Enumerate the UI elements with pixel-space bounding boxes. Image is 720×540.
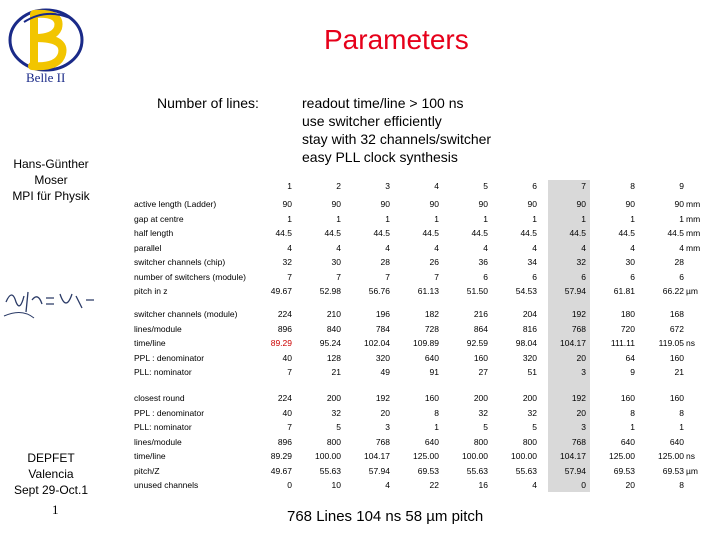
column-number: 5 <box>483 181 488 191</box>
table-cell: 320 <box>522 352 537 363</box>
table-cell: 51.50 <box>466 286 488 296</box>
table-cell: 896 <box>277 323 292 334</box>
table-cell: 104.17 <box>364 451 390 461</box>
row-label: parallel <box>134 242 162 253</box>
column-number: 3 <box>385 181 390 191</box>
row-label: unused channels <box>134 480 199 490</box>
table-cell: 160 <box>473 352 488 363</box>
table-cell: 168 <box>669 309 684 319</box>
table-cell: 1 <box>630 422 635 432</box>
table-cell: 204 <box>522 309 537 319</box>
table-cell: 90 <box>380 199 390 209</box>
table-cell: 640 <box>424 436 439 447</box>
table-cell: 32 <box>282 257 292 267</box>
table-cell: 20 <box>576 407 586 418</box>
table-cell: 20 <box>576 352 586 363</box>
table-cell: 36 <box>478 257 488 267</box>
table-cell: 800 <box>473 436 488 447</box>
row-unit: mm <box>686 242 701 253</box>
row-label: PPL : denominator <box>134 352 205 363</box>
table-cell: 0 <box>287 480 292 490</box>
row-label: half length <box>134 228 174 238</box>
table-cell: 44.5 <box>667 228 684 238</box>
table-cell: 784 <box>375 323 390 334</box>
table-cell: 125.00 <box>609 451 635 461</box>
table-cell: 104.17 <box>560 451 586 461</box>
table-cell: 160 <box>424 393 439 403</box>
table-cell: 28 <box>674 257 684 267</box>
row-label: time/line <box>134 451 166 461</box>
column-number: 4 <box>434 181 439 191</box>
table-cell: 672 <box>669 323 684 334</box>
table-cell: 1 <box>679 213 684 224</box>
table-cell: 102.04 <box>364 338 390 348</box>
column-number: 1 <box>287 181 292 191</box>
table-cell: 100.00 <box>511 451 537 461</box>
table-cell: 28 <box>380 257 390 267</box>
table-cell: 192 <box>571 393 586 403</box>
conference-name: DEPFET <box>27 451 75 465</box>
table-cell: 44.5 <box>471 228 488 238</box>
table-cell: 640 <box>620 436 635 447</box>
table-cell: 10 <box>331 480 341 490</box>
table-cell: 52.98 <box>319 286 341 296</box>
table-cell: 6 <box>532 271 537 282</box>
table-cell: 3 <box>581 367 586 377</box>
table-cell: 7 <box>287 367 292 377</box>
column-number: 2 <box>336 181 341 191</box>
table-cell: 768 <box>375 436 390 447</box>
table-cell: 66.22 <box>662 286 684 296</box>
table-cell: 1 <box>532 213 537 224</box>
table-cell: 640 <box>424 352 439 363</box>
table-cell: 192 <box>571 309 586 319</box>
summary-conclusion: 768 Lines 104 ns 58 µm pitch <box>287 508 484 525</box>
table-cell: 61.13 <box>417 286 439 296</box>
table-cell: 100.00 <box>315 451 341 461</box>
table-cell: 16 <box>478 480 488 490</box>
table-cell: 192 <box>375 393 390 403</box>
table-cell: 5 <box>532 422 537 432</box>
table-cell: 44.5 <box>373 228 390 238</box>
table-cell: 100.00 <box>462 451 488 461</box>
table-cell: 55.63 <box>515 465 537 476</box>
table-cell: 49.67 <box>270 465 292 476</box>
table-cell: 61.81 <box>613 286 635 296</box>
table-cell: 728 <box>424 323 439 334</box>
row-unit: µm <box>686 465 698 476</box>
slide-number: 1 <box>52 502 59 517</box>
table-cell: 32 <box>527 407 537 418</box>
sidebar <box>0 0 100 540</box>
table-cell: 896 <box>277 436 292 447</box>
table-cell: 9 <box>630 367 635 377</box>
column-number: 6 <box>532 181 537 191</box>
table-cell: 200 <box>473 393 488 403</box>
table-cell: 320 <box>375 352 390 363</box>
table-cell: 44.5 <box>520 228 537 238</box>
table-cell: 200 <box>522 393 537 403</box>
table-cell: 32 <box>478 407 488 418</box>
table-cell: 224 <box>277 393 292 403</box>
row-label: PLL: nominator <box>134 422 192 432</box>
table-cell: 111.11 <box>610 338 635 348</box>
table-cell: 69.53 <box>613 465 635 476</box>
requirement-item: stay with 32 channels/switcher <box>302 131 492 147</box>
table-cell: 5 <box>483 422 488 432</box>
table-cell: 1 <box>434 422 439 432</box>
table-cell: 90 <box>429 199 439 209</box>
requirement-item: readout time/line > 100 ns <box>302 95 464 111</box>
table-cell: 128 <box>326 352 341 363</box>
table-cell: 91 <box>429 367 439 377</box>
table-cell: 44.5 <box>422 228 439 238</box>
author-block <box>0 156 102 204</box>
column-number: 9 <box>679 181 684 191</box>
table-cell: 224 <box>277 309 292 319</box>
table-cell: 89.29 <box>270 338 292 348</box>
row-label: switcher channels (chip) <box>134 257 226 267</box>
table-cell: 7 <box>287 422 292 432</box>
table-cell: 864 <box>473 323 488 334</box>
table-cell: 6 <box>483 271 488 282</box>
table-cell: 57.94 <box>564 286 586 296</box>
table-cell: 90 <box>527 199 537 209</box>
table-cell: 5 <box>336 422 341 432</box>
table-cell: 40 <box>282 352 292 363</box>
table-cell: 7 <box>385 271 390 282</box>
table-cell: 89.29 <box>270 451 292 461</box>
row-unit: ns <box>686 338 695 348</box>
table-cell: 768 <box>571 323 586 334</box>
table-cell: 90 <box>282 199 292 209</box>
table-cell: 7 <box>336 271 341 282</box>
table-cell: 34 <box>527 257 537 267</box>
table-cell: 55.63 <box>466 465 488 476</box>
table-cell: 1 <box>287 213 292 224</box>
table-cell: 210 <box>326 309 341 319</box>
table-cell: 4 <box>483 242 488 253</box>
table-cell: 92.59 <box>466 338 488 348</box>
table-cell: 4 <box>287 242 292 253</box>
table-cell: 30 <box>625 257 635 267</box>
row-unit: mm <box>686 228 701 238</box>
table-cell: 21 <box>674 367 684 377</box>
table-cell: 4 <box>336 242 341 253</box>
table-cell: 90 <box>576 199 586 209</box>
table-cell: 8 <box>679 407 684 418</box>
table-cell: 98.04 <box>515 338 537 348</box>
slide-title: Parameters <box>324 24 469 55</box>
table-cell: 32 <box>576 257 586 267</box>
table-cell: 200 <box>326 393 341 403</box>
table-cell: 44.5 <box>324 228 341 238</box>
table-cell: 57.94 <box>564 465 586 476</box>
row-unit: mm <box>686 213 701 224</box>
table-cell: 44.5 <box>618 228 635 238</box>
table-cell: 216 <box>473 309 488 319</box>
table-cell: 800 <box>522 436 537 447</box>
table-cell: 4 <box>385 480 390 490</box>
row-unit: mm <box>686 199 701 209</box>
table-cell: 90 <box>625 199 635 209</box>
requirements-list <box>302 94 491 166</box>
table-cell: 69.53 <box>662 465 684 476</box>
table-cell: 1 <box>483 213 488 224</box>
table-cell: 840 <box>326 323 341 334</box>
handwritten-formula-image <box>2 282 98 322</box>
table-cell: 49.67 <box>270 286 292 296</box>
row-unit: µm <box>686 286 698 296</box>
author-name-last: Moser <box>34 173 68 187</box>
table-cell: 196 <box>375 309 390 319</box>
row-label: gap at centre <box>134 213 184 224</box>
table-cell: 1 <box>336 213 341 224</box>
table-cell: 1 <box>385 213 390 224</box>
table-cell: 8 <box>434 407 439 418</box>
table-cell: 20 <box>380 407 390 418</box>
table-cell: 1 <box>581 213 586 224</box>
table-cell: 64 <box>625 352 635 363</box>
conference-location: Valencia <box>28 467 74 481</box>
row-label: pitch/Z <box>134 465 160 476</box>
table-cell: 57.94 <box>368 465 390 476</box>
table-cell: 95.24 <box>319 338 341 348</box>
row-label: PLL: nominator <box>134 367 192 377</box>
conference-dates: Sept 29-Oct.1 <box>13 483 89 497</box>
author-institute: MPI für Physik <box>12 189 90 203</box>
logo-label: Belle II <box>26 70 66 85</box>
row-label: PPL : denominator <box>134 407 205 418</box>
table-cell: 44.5 <box>275 228 292 238</box>
table-cell: 6 <box>581 271 586 282</box>
table-cell: 1 <box>434 213 439 224</box>
table-cell: 69.53 <box>417 465 439 476</box>
requirement-item: use switcher efficiently <box>302 113 442 129</box>
table-cell: 109.89 <box>413 338 439 348</box>
table-cell: 7 <box>287 271 292 282</box>
table-cell: 4 <box>630 242 635 253</box>
table-cell: 160 <box>669 352 684 363</box>
table-cell: 20 <box>625 480 635 490</box>
table-cell: 4 <box>434 242 439 253</box>
author-name-first: Hans-Günther <box>13 157 89 171</box>
conference-block <box>0 450 102 498</box>
table-cell: 180 <box>620 309 635 319</box>
table-cell: 104.17 <box>560 338 586 348</box>
table-cell: 0 <box>581 480 586 490</box>
table-cell: 4 <box>679 242 684 253</box>
row-label: switcher channels (module) <box>134 309 238 319</box>
row-label: time/line <box>134 338 166 348</box>
table-cell: 90 <box>331 199 341 209</box>
row-label: active length (Ladder) <box>134 199 217 209</box>
table-cell: 6 <box>679 271 684 282</box>
row-label: closest round <box>134 393 185 403</box>
table-cell: 40 <box>282 407 292 418</box>
table-cell: 4 <box>581 242 586 253</box>
table-cell: 119.05 <box>658 338 684 348</box>
number-of-lines-label: Number of lines: <box>157 95 259 111</box>
table-cell: 816 <box>522 323 537 334</box>
table-cell: 32 <box>331 407 341 418</box>
table-cell: 90 <box>674 199 684 209</box>
table-cell: 56.76 <box>368 286 390 296</box>
table-cell: 21 <box>331 367 341 377</box>
table-cell: 4 <box>385 242 390 253</box>
table-cell: 3 <box>581 422 586 432</box>
table-cell: 26 <box>429 257 439 267</box>
table-cell: 125.00 <box>413 451 439 461</box>
requirement-item: easy PLL clock synthesis <box>302 149 458 165</box>
table-cell: 768 <box>571 436 586 447</box>
table-cell: 720 <box>620 323 635 334</box>
row-label: pitch in z <box>134 286 168 296</box>
table-cell: 4 <box>532 242 537 253</box>
table-cell: 49 <box>380 367 390 377</box>
table-cell: 8 <box>630 407 635 418</box>
table-cell: 55.63 <box>319 465 341 476</box>
table-cell: 30 <box>331 257 341 267</box>
table-cell: 51 <box>527 367 537 377</box>
table-cell: 4 <box>532 480 537 490</box>
row-unit: ns <box>686 451 695 461</box>
table-cell: 7 <box>434 271 439 282</box>
table-cell: 1 <box>679 422 684 432</box>
column-number: 7 <box>581 181 586 191</box>
table-cell: 3 <box>385 422 390 432</box>
table-cell: 6 <box>630 271 635 282</box>
table-cell: 800 <box>326 436 341 447</box>
table-cell: 44.5 <box>569 228 586 238</box>
table-cell: 22 <box>429 480 439 490</box>
table-cell: 182 <box>424 309 439 319</box>
table-cell: 160 <box>669 393 684 403</box>
row-label: lines/module <box>134 323 182 334</box>
table-cell: 1 <box>630 213 635 224</box>
row-label: lines/module <box>134 436 182 447</box>
parameter-table <box>134 180 701 492</box>
table-cell: 125.00 <box>658 451 684 461</box>
table-cell: 8 <box>679 480 684 490</box>
row-label: number of switchers (module) <box>134 271 246 282</box>
table-cell: 90 <box>478 199 488 209</box>
table-cell: 54.53 <box>515 286 537 296</box>
table-cell: 640 <box>669 436 684 447</box>
column-number: 8 <box>630 181 635 191</box>
table-cell: 160 <box>620 393 635 403</box>
table-cell: 27 <box>478 367 488 377</box>
